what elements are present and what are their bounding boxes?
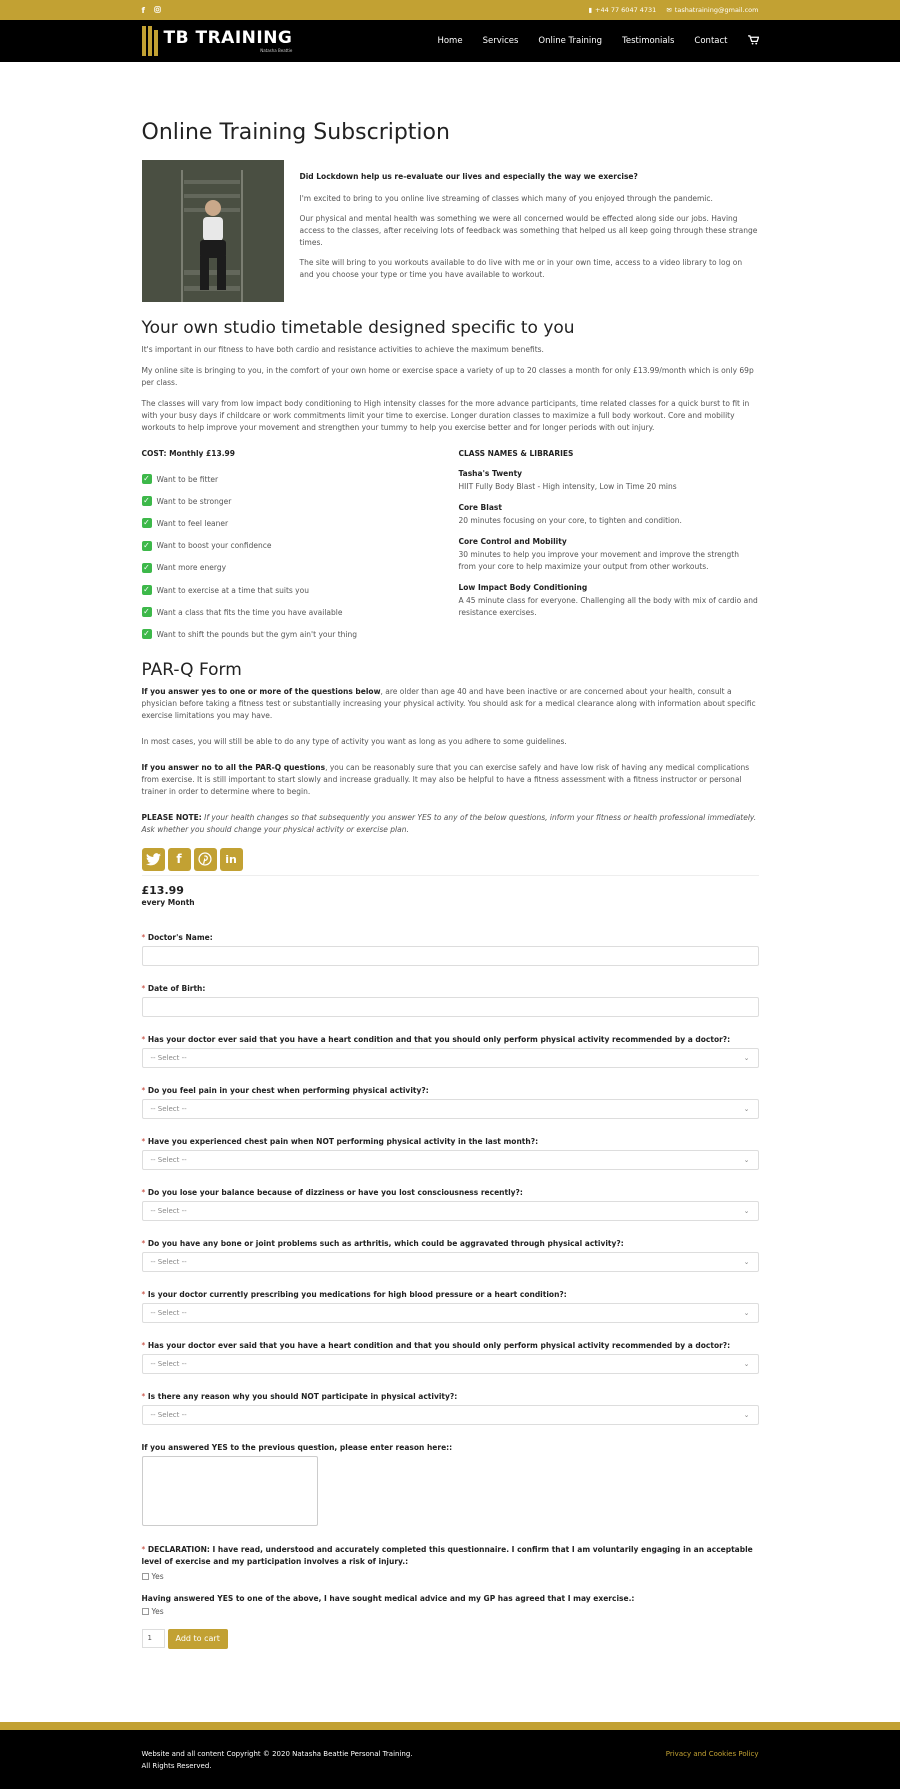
class-item [459, 582, 759, 619]
declaration-label: DECLARATION: I have read, understood and accurately completed this questionnaire. I confirm that I am voluntarily engaging in an acceptable level of exercise and my participation involves a risk of injury.: [141, 1544, 753, 1566]
check-icon: ✓ [143, 562, 150, 572]
parq-bold: If you answer yes to one or more of the questions below [141, 686, 381, 696]
question-field [142, 1341, 759, 1374]
parq-note-text: If your health changes so that subsequently you answer YES to any of the below questions, inform your fitness or health professional immediately. Ask whether you should change your physical activity or exercise plan. [141, 812, 757, 834]
question-label: Do you feel pain in your chest when performing physical activity?: [147, 1085, 429, 1095]
intro-section [142, 160, 759, 302]
field-label [142, 1239, 759, 1248]
dob-field [142, 984, 759, 1017]
select-value: -- Select -- [150, 1359, 187, 1368]
advice-checkbox[interactable] [142, 1608, 149, 1615]
cart-icon[interactable] [748, 35, 759, 48]
trainer-photo [142, 160, 284, 302]
class-desc: 20 minutes focusing on your core, to tighten and condition. [458, 516, 682, 525]
facebook-icon[interactable]: f [141, 5, 145, 15]
question-field [142, 1290, 759, 1323]
nav-item-contact[interactable]: Contact [694, 36, 728, 46]
email-text: tashatraining@gmail.com [674, 6, 759, 14]
select-value: -- Select -- [150, 1155, 187, 1164]
question-field [142, 1392, 759, 1425]
class-name: Core Control and Mobility [458, 537, 567, 546]
product-period: every Month [141, 897, 195, 907]
phone-text: +44 77 6047 4731 [595, 6, 657, 14]
class-item [459, 536, 759, 573]
select-value: -- Select -- [150, 1308, 187, 1317]
dob-input[interactable] [142, 997, 759, 1017]
question-label: Is your doctor currently prescribing you medications for high blood pressure or a heart condition?: [147, 1289, 567, 1299]
phone-icon: ▮ [588, 6, 593, 14]
class-item [459, 468, 759, 493]
linkedin-icon[interactable]: in [220, 848, 243, 871]
email-icon: ✉ [666, 6, 672, 14]
phone-contact[interactable] [588, 6, 656, 14]
question-select[interactable] [142, 1201, 759, 1221]
declaration-checkbox-row[interactable] [142, 1572, 759, 1581]
cost-and-classes [142, 449, 759, 646]
field-label [142, 1137, 759, 1146]
class-desc: HIIT Fully Body Blast - High intensity, Low in Time 20 mins [458, 482, 677, 491]
chevron-down-icon: ⌄ [743, 1155, 750, 1164]
question-select[interactable] [142, 1048, 759, 1068]
doctor-name-input[interactable] [142, 946, 759, 966]
parq-note [142, 812, 759, 836]
check-icon: ✓ [143, 474, 150, 484]
field-label [142, 1035, 759, 1044]
facebook-share-icon[interactable]: f [168, 848, 191, 871]
class-item [459, 502, 759, 527]
benefit-item [142, 557, 459, 579]
pinterest-icon[interactable] [194, 848, 217, 871]
twitter-icon[interactable] [142, 848, 165, 871]
question-select[interactable] [142, 1405, 759, 1425]
parq-bold: If you answer no to all the PAR-Q questions [141, 762, 326, 772]
required-mark: * [141, 1136, 146, 1146]
chevron-down-icon: ⌄ [743, 1104, 750, 1113]
benefit-text: Want a class that fits the time you have available [156, 607, 343, 617]
required-mark: * [141, 1238, 146, 1248]
class-name: Tasha's Twenty [458, 469, 523, 478]
field-label [142, 1188, 759, 1197]
cost-heading: COST: Monthly £13.99 [141, 449, 235, 458]
field-label [142, 1086, 759, 1095]
nav-item-home[interactable]: Home [437, 36, 463, 46]
logo-text: TB TRAINING [163, 27, 293, 48]
benefit-text: Want to be fitter [156, 474, 219, 484]
nav-item-testimonials[interactable]: Testimonials [622, 36, 675, 46]
benefit-item [142, 601, 459, 623]
parq-paragraph [142, 762, 759, 798]
chevron-down-icon: ⌄ [743, 1053, 750, 1062]
parq-text: , you can be reasonably sure that you can exercise safely and have low risk of having any medical complications from exercise. It is still important to start slowly and increase gradually. It may also be helpful to have a fitness assessment with a fitness instructor or personal trainer in order to determine where to begin. [141, 762, 750, 796]
intro-paragraph: The site will bring to you workouts available to do live with me or in your own time, access to a video library to log on and you choose your type or time you have available to workout. [299, 258, 743, 279]
question-label: Do you have any bone or joint problems such as arthritis, which could be aggravated through physical activity?: [147, 1238, 624, 1248]
check-icon: ✓ [143, 518, 150, 528]
parq-paragraph: In most cases, you will still be able to do any type of activity you want as long as you adhere to some guidelines. [141, 736, 567, 746]
parq-heading: PAR-Q Form [141, 659, 242, 680]
checkbox-label: Yes [151, 1606, 164, 1616]
class-desc: 30 minutes to help you improve your movement and improve the strength from your core to help maximize your output from other workouts. [458, 550, 740, 571]
chevron-down-icon: ⌄ [743, 1206, 750, 1215]
dob-label: Date of Birth: [147, 983, 206, 993]
email-contact[interactable] [666, 6, 758, 14]
question-label: Do you lose your balance because of dizziness or have you lost consciousness recently?: [147, 1187, 523, 1197]
question-field [142, 1188, 759, 1221]
required-mark: * [141, 1544, 146, 1554]
select-value: -- Select -- [150, 1257, 187, 1266]
required-mark: * [141, 983, 146, 993]
question-field [142, 1239, 759, 1272]
benefit-text: Want to shift the pounds but the gym ain't your thing [156, 629, 357, 639]
copyright-text: Website and all content Copyright © 2020 Natasha Beattie Personal Training. [141, 1750, 413, 1758]
studio-heading: Your own studio timetable designed specific to you [141, 318, 575, 338]
benefit-text: Want to exercise at a time that suits you [156, 585, 309, 595]
doctor-name-label: Doctor's Name: [147, 932, 213, 942]
required-mark: * [141, 1391, 146, 1401]
class-desc: A 45 minute class for everyone. Challenging all the body with mix of cardio and resistance exercises. [458, 596, 758, 617]
benefit-item [142, 468, 459, 490]
reason-field [142, 1443, 759, 1526]
required-mark: * [141, 1340, 146, 1350]
field-label [142, 984, 759, 993]
question-select[interactable] [142, 1099, 759, 1119]
class-name: Core Blast [458, 503, 502, 512]
chevron-down-icon: ⌄ [743, 1257, 750, 1266]
question-select[interactable] [142, 1354, 759, 1374]
classes-column [459, 449, 759, 646]
nav-item-services[interactable]: Services [482, 36, 519, 46]
classes-heading: CLASS NAMES & LIBRARIES [458, 449, 574, 458]
question-field [142, 1035, 759, 1068]
benefit-text: Want to feel leaner [156, 518, 229, 528]
checkbox-label: Yes [151, 1571, 164, 1581]
question-select[interactable] [142, 1150, 759, 1170]
check-icon: ✓ [143, 585, 150, 595]
intro-paragraph: I'm excited to bring to you online live streaming of classes which many of you enjoyed through the pandemic. [299, 194, 713, 203]
select-value: -- Select -- [150, 1053, 187, 1062]
question-select[interactable] [142, 1252, 759, 1272]
question-select[interactable] [142, 1303, 759, 1323]
main-nav [0, 20, 900, 62]
required-mark: * [141, 932, 146, 942]
question-label: Has your doctor ever said that you have a heart condition and that you should only perform physical activity recommended by a doctor?: [147, 1340, 731, 1350]
reason-label: If you answered YES to the previous question, please enter reason here:: [141, 1442, 453, 1452]
question-label: Is there any reason why you should NOT participate in physical activity?: [147, 1391, 458, 1401]
top-bar [0, 0, 900, 20]
parq-note-bold: PLEASE NOTE: [141, 812, 202, 822]
doctor-name-field [142, 933, 759, 966]
check-icon: ✓ [143, 540, 150, 550]
quantity-input[interactable]: 1 [142, 1629, 165, 1648]
footer-copyright [142, 1748, 413, 1772]
rights-text: All Rights Reserved. [141, 1762, 212, 1770]
studio-paragraph: It's important in our fitness to have both cardio and resistance activities to achieve the maximum benefits. [141, 345, 544, 354]
share-buttons [142, 848, 759, 871]
field-label [142, 1392, 759, 1401]
logo-subtitle: Natasha Beattie [260, 47, 293, 53]
nav-menu [437, 35, 758, 48]
logo-bars [142, 26, 158, 56]
select-value: -- Select -- [150, 1410, 187, 1419]
advice-checkbox-row[interactable] [142, 1607, 759, 1616]
cost-column [142, 449, 459, 646]
field-label [142, 1544, 759, 1568]
parq-text: , are older than age 40 and have been inactive or are concerned about your health, consult a physician before taking a fitness test or substantially increasing your physical activity. You should ask for a medical clearance along with information about specific exercise limitations you may have. [141, 686, 756, 720]
intro-paragraph: Our physical and mental health was something we were all concerned would be effected along side our jobs. Having access to the classes, after receiving lots of feedback was something that helped us all keep going through these strange times. [299, 214, 758, 247]
benefit-item [142, 579, 459, 601]
required-mark: * [141, 1187, 146, 1197]
declaration-field [142, 1544, 759, 1581]
chevron-down-icon: ⌄ [743, 1410, 750, 1419]
nav-item-online-training[interactable]: Online Training [538, 36, 603, 46]
check-icon: ✓ [143, 629, 150, 639]
advice-label: Having answered YES to one of the above, I have sought medical advice and my GP has agreed that I may exercise.: [141, 1593, 635, 1603]
benefit-item [142, 512, 459, 534]
benefit-item [142, 490, 459, 512]
privacy-policy-link[interactable]: Privacy and Cookies Policy [665, 1750, 759, 1758]
field-label [142, 1290, 759, 1299]
chevron-down-icon: ⌄ [743, 1359, 750, 1368]
required-mark: * [141, 1289, 146, 1299]
field-label [142, 1341, 759, 1350]
benefit-text: Want to be stronger [156, 496, 232, 506]
studio-paragraph: My online site is bringing to you, in the comfort of your own home or exercise space a variety of up to 20 classes a month for only £13.99/month which is only 69p per class. [141, 366, 754, 387]
class-name: Low Impact Body Conditioning [458, 583, 588, 592]
reason-textarea[interactable] [142, 1456, 318, 1526]
intro-lead: Did Lockdown help us re-evaluate our lives and especially the way we exercise? [299, 172, 638, 181]
parq-paragraph [142, 686, 759, 722]
chevron-down-icon: ⌄ [743, 1308, 750, 1317]
benefit-item [142, 623, 459, 645]
question-label: Has your doctor ever said that you have a heart condition and that you should only perform physical activity recommended by a doctor?: [147, 1034, 731, 1044]
advice-field [142, 1594, 759, 1616]
check-icon: ✓ [143, 607, 150, 617]
product-price: £13.99 [141, 883, 184, 897]
question-field [142, 1137, 759, 1170]
footer [0, 1722, 900, 1789]
select-value: -- Select -- [150, 1206, 187, 1215]
declaration-checkbox[interactable] [142, 1573, 149, 1580]
check-icon: ✓ [143, 496, 150, 506]
divider [142, 875, 759, 876]
studio-paragraph: The classes will vary from low impact body conditioning to High intensity classes for the more advance participants, time related classes for a quick burst to fit in with your busy days if childcare or work commitments limit your time to exercise. Longer duration classes to maximize a full body workout. Core and mobility workouts to help improve your movement and strengthen your tummy to help you exercise better and for longer periods with out injury. [141, 399, 750, 432]
add-to-cart-button[interactable]: Add to cart [168, 1629, 228, 1649]
required-mark: * [141, 1034, 146, 1044]
instagram-icon[interactable] [154, 6, 161, 15]
select-value: -- Select -- [150, 1104, 187, 1113]
benefit-text: Want more energy [156, 563, 227, 573]
intro-text [300, 160, 759, 302]
required-mark: * [141, 1085, 146, 1095]
add-to-cart-row [142, 1629, 759, 1649]
question-field [142, 1086, 759, 1119]
page-title: Online Training Subscription [141, 120, 450, 145]
benefit-item [142, 535, 459, 557]
field-label [142, 933, 759, 942]
logo[interactable] [142, 26, 293, 56]
main-content [142, 120, 759, 1649]
benefit-text: Want to boost your confidence [156, 541, 272, 551]
question-label: Have you experienced chest pain when NOT performing physical activity in the last month?: [147, 1136, 539, 1146]
